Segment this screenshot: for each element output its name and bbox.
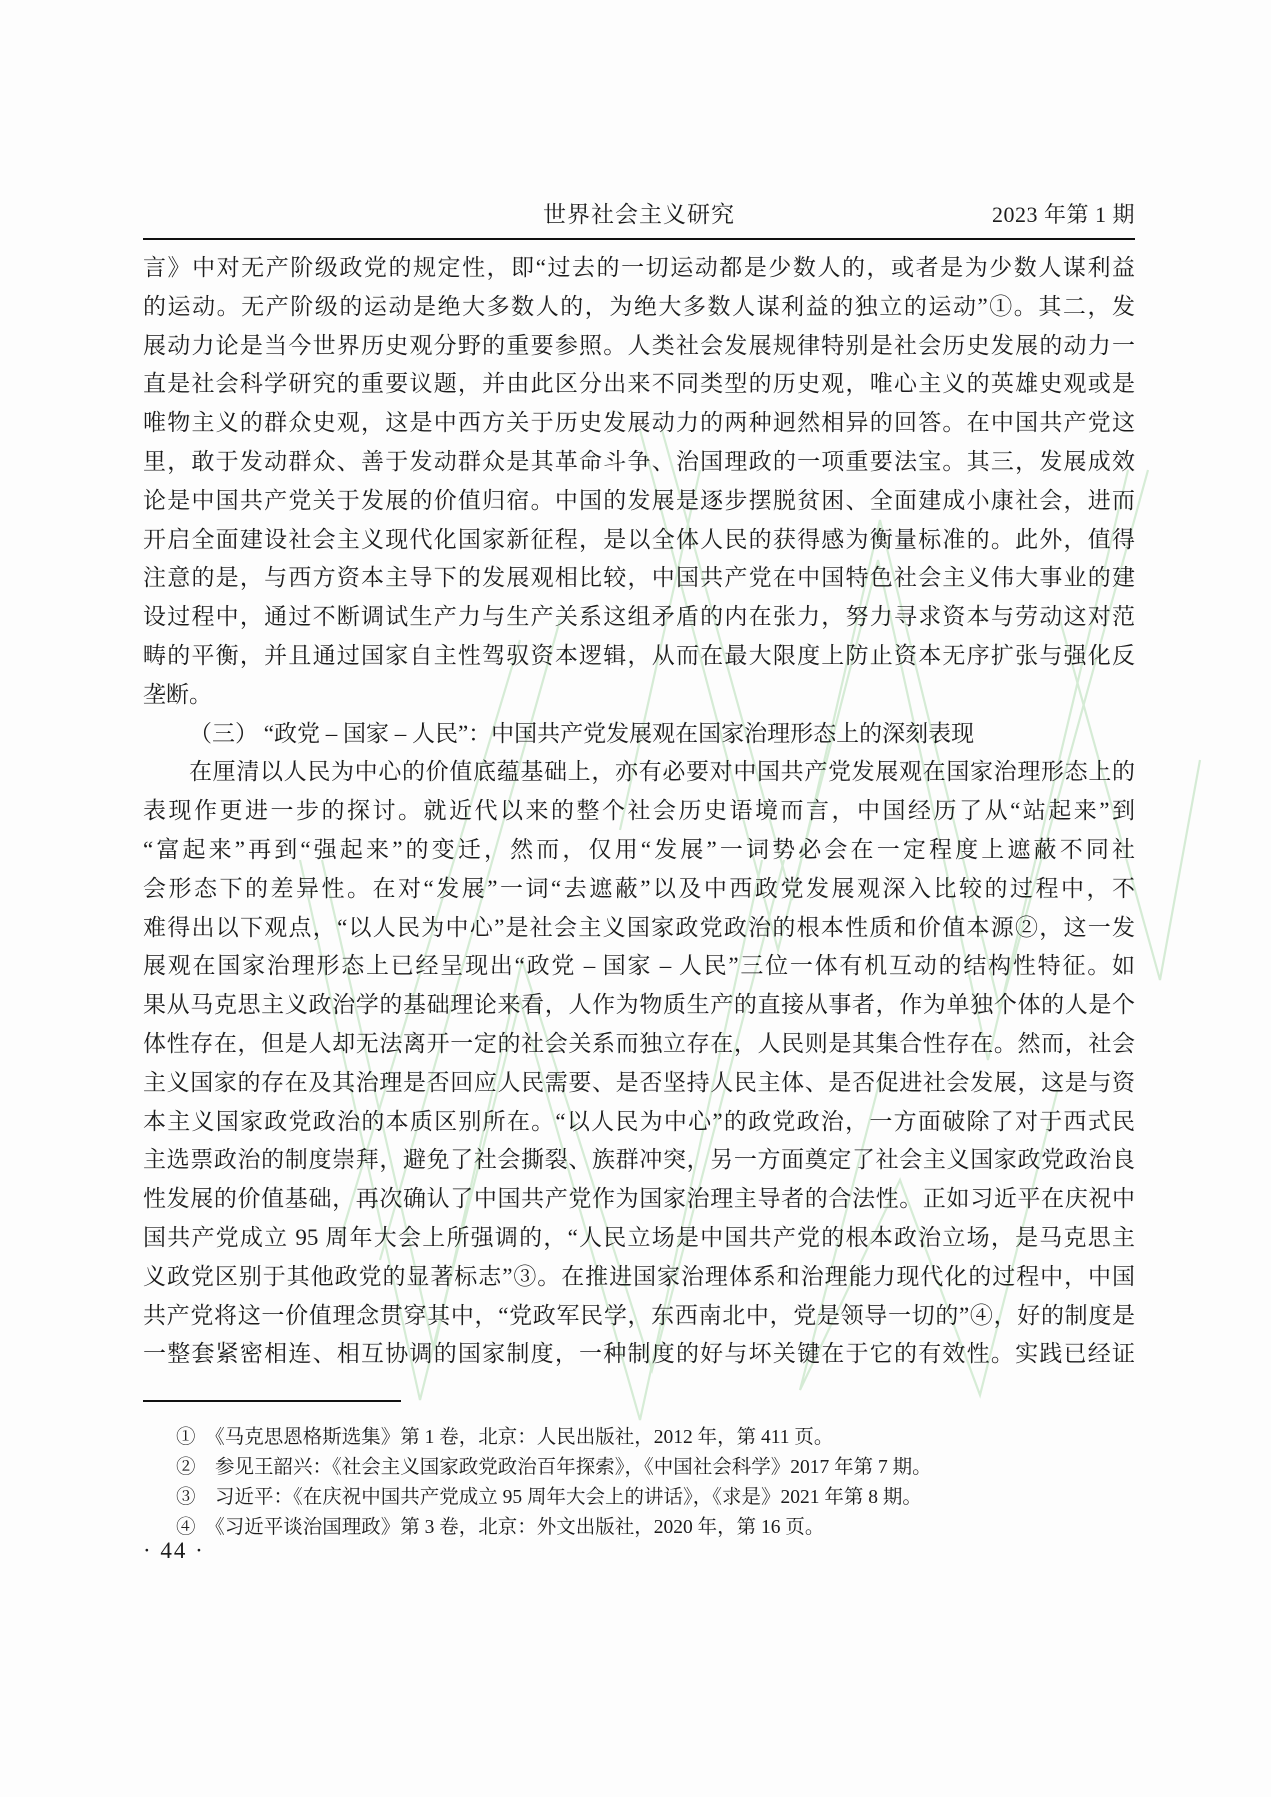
body-line: 在厘清以人民为中心的价值底蕴基础上，亦有必要对中国共产党发展观在国家治理形态上的 [189, 759, 1135, 785]
issue-label: 2023 年第 1 期 [991, 202, 1135, 227]
body-line: 直是社会科学研究的重要议题，并由此区分出来不同类型的历史观，唯心主义的英雄史观或是 [143, 371, 1135, 397]
header-rule [143, 238, 1135, 240]
body-line: 里，敢于发动群众、善于发动群众是其革命斗争、治国理政的一项重要法宝。其三，发展成效 [143, 448, 1135, 474]
body-line: 垄断。 [143, 681, 212, 707]
body-line: 注意的是，与西方资本主导下的发展观相比较，中国共产党在中国特色社会主义伟大事业的建 [143, 565, 1135, 591]
body-line: 畴的平衡，并且通过国家自主性驾驭资本逻辑，从而在最大限度上防止资本无序扩张与强化反 [143, 642, 1135, 668]
body-line: 共产党将这一价值理念贯穿其中，“党政军民学，东西南北中，党是领导一切的”④，好的制度是 [143, 1302, 1135, 1328]
journal-title: 世界社会主义研究 [543, 202, 735, 227]
footnote-2: ② 参见王韶兴：《社会主义国家政党政治百年探索》，《中国社会科学》2017 年第 7 期。 [176, 1457, 932, 1478]
footnote-4: ④ 《习近平谈治国理政》第 3 卷，北京：外文出版社，2020 年，第 16 页。 [176, 1517, 825, 1538]
body-line: 难得出以下观点，“以人民为中心”是社会主义国家政党政治的根本性质和价值本源②，这一发 [143, 914, 1135, 940]
body-line: 国共产党成立 95 周年大会上所强调的，“人民立场是中国共产党的根本政治立场，是马克思主 [143, 1224, 1135, 1250]
footnote-separator [143, 1400, 401, 1402]
running-head [143, 196, 1135, 229]
body-line: 唯物主义的群众史观，这是中西方关于历史发展动力的两种迥然相异的回答。在中国共产党这 [143, 410, 1135, 436]
footnotes [143, 1423, 1135, 1543]
body-line: 论是中国共产党关于发展的价值归宿。中国的发展是逐步摆脱贫困、全面建成小康社会，进而 [143, 487, 1135, 513]
body-line: 本主义国家政党政治的本质区别所在。“以人民为中心”的政党政治，一方面破除了对于西式民 [143, 1108, 1135, 1134]
body-line: 开启全面建设社会主义现代化国家新征程，是以全体人民的获得感为衡量标准的。此外，值得 [143, 526, 1135, 552]
body-line: 展动力论是当今世界历史观分野的重要参照。人类社会发展规律特别是社会历史发展的动力一 [143, 332, 1135, 358]
body-line: 果从马克思主义政治学的基础理论来看，人作为物质生产的直接从事者，作为单独个体的人是个 [143, 992, 1135, 1018]
body-line: 设过程中，通过不断调试生产力与生产关系这组矛盾的内在张力，努力寻求资本与劳动这对范 [143, 604, 1135, 630]
section-heading: （三） “政党 – 国家 – 人民”：中国共产党发展观在国家治理形态上的深刻表现 [189, 720, 975, 746]
page-number: · 44 · [143, 1538, 205, 1563]
article-body [143, 249, 1135, 1374]
body-line: “富起来”再到“强起来”的变迁，然而，仅用“发展”一词势必会在一定程度上遮蔽不同社 [143, 836, 1135, 862]
body-line: 主义国家的存在及其治理是否回应人民需要、是否坚持人民主体、是否促进社会发展，这是与资 [143, 1069, 1135, 1095]
footnote-1: ① 《马克思恩格斯选集》第 1 卷，北京：人民出版社，2012 年，第 411 页。 [176, 1427, 834, 1448]
body-line: 性发展的价值基础，再次确认了中国共产党作为国家治理主导者的合法性。正如习近平在庆祝中 [143, 1186, 1135, 1212]
body-line: 言》中对无产阶级政党的规定性，即“过去的一切运动都是少数人的，或者是为少数人谋利益 [143, 255, 1135, 280]
body-line: 义政党区别于其他政党的显著标志”③。在推进国家治理体系和治理能力现代化的过程中，中国 [143, 1263, 1135, 1289]
body-line: 一整套紧密相连、相互协调的国家制度，一种制度的好与坏关键在于它的有效性。实践已经证 [143, 1341, 1135, 1367]
body-line: 展观在国家治理形态上已经呈现出“政党 – 国家 – 人民”三位一体有机互动的结构性特征。如 [143, 953, 1135, 979]
body-line: 主选票政治的制度崇拜，避免了社会撕裂、族群冲突，另一方面奠定了社会主义国家政党政治良 [143, 1147, 1135, 1173]
body-line: 的运动。无产阶级的运动是绝大多数人的，为绝大多数人谋利益的独立的运动”①。其二，发 [143, 293, 1135, 319]
body-line: 会形态下的差异性。在对“发展”一词“去遮蔽”以及中西政党发展观深入比较的过程中，不 [143, 875, 1135, 901]
footnote-3: ③ 习近平：《在庆祝中国共产党成立 95 周年大会上的讲话》，《求是》2021 年第 8 期。 [176, 1487, 922, 1508]
body-line: 体性存在，但是人却无法离开一定的社会关系而独立存在，人民则是其集合性存在。然而，社会 [143, 1030, 1135, 1056]
body-line: 表现作更进一步的探讨。就近代以来的整个社会历史语境而言，中国经历了从“站起来”到 [143, 798, 1135, 824]
